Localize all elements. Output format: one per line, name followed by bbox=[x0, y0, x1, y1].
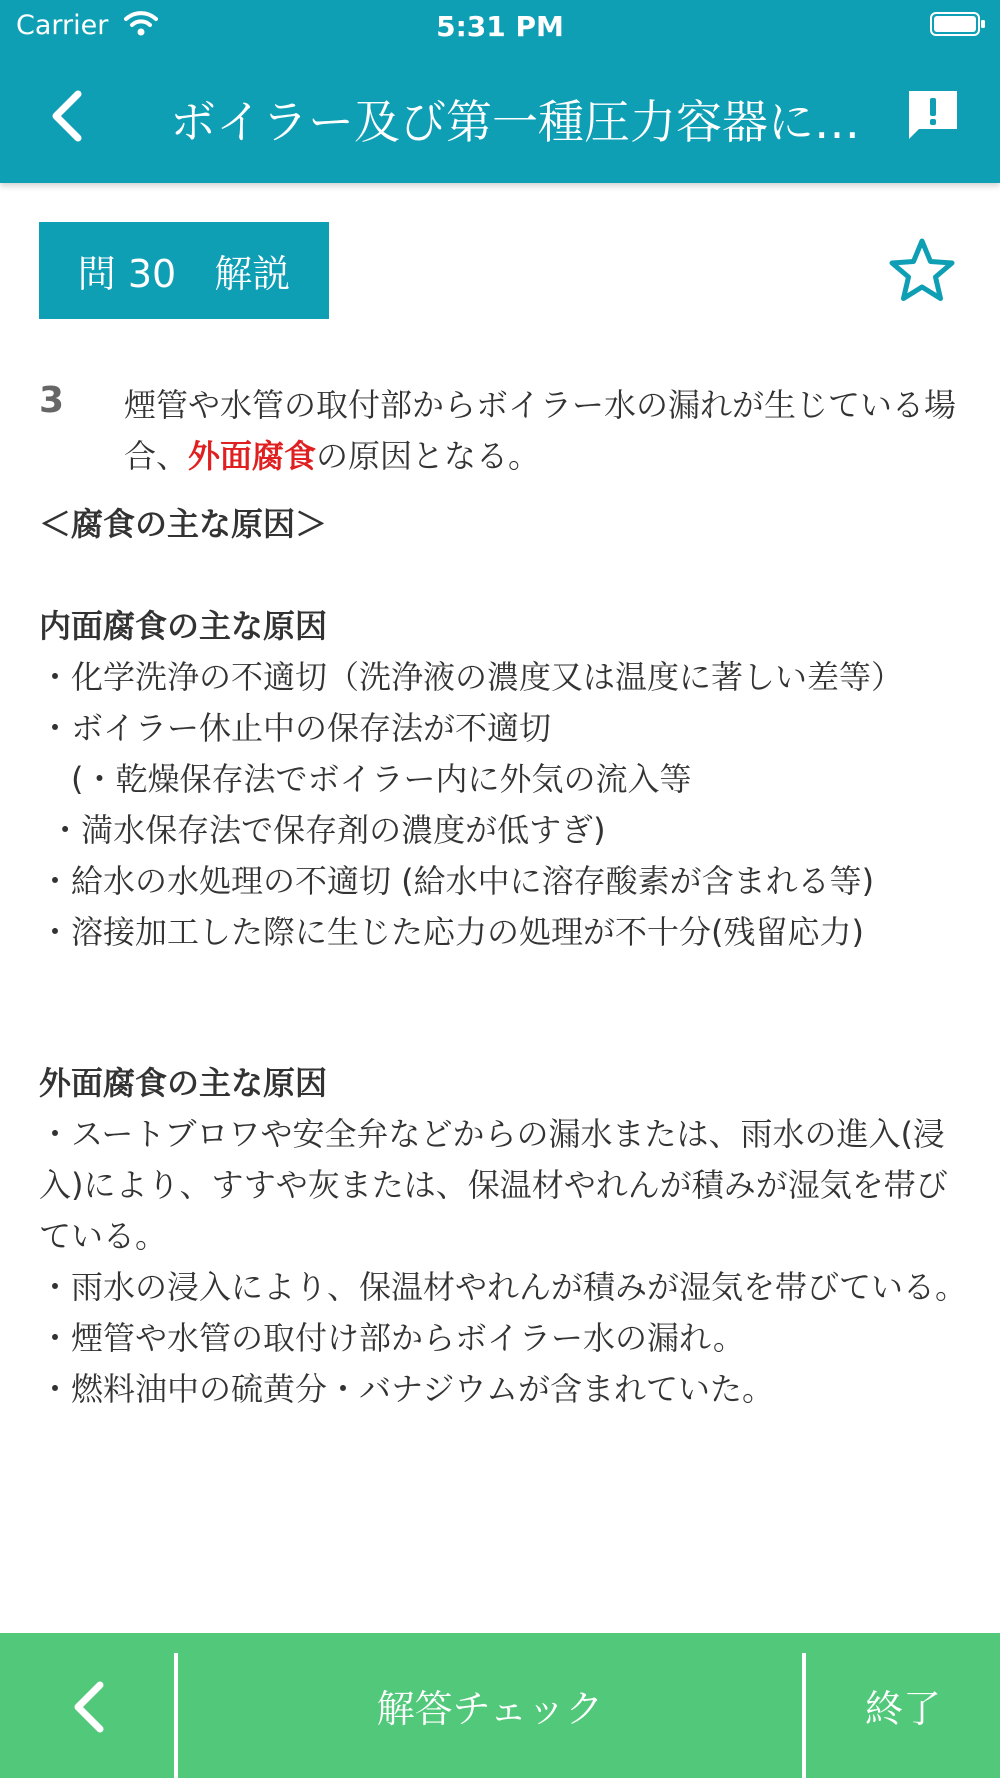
carrier-label: Carrier bbox=[16, 10, 109, 41]
answer-number: 3 bbox=[39, 380, 65, 421]
corrosion-heading-block bbox=[39, 499, 969, 550]
question-badge: 問 30 解説 bbox=[39, 222, 329, 319]
internal-corrosion-section bbox=[39, 601, 969, 958]
external-line: ・煙管や水管の取付け部からボイラー水の漏れ。 bbox=[39, 1319, 745, 1357]
internal-line: ・化学洗浄の不適切（洗浄液の濃度又は温度に著しい差等） bbox=[39, 658, 904, 696]
feedback-icon[interactable] bbox=[906, 88, 960, 142]
end-button[interactable]: 終了 bbox=[864, 1687, 941, 1731]
back-icon[interactable] bbox=[44, 88, 92, 144]
external-corrosion-section bbox=[39, 1058, 969, 1415]
answer-text bbox=[124, 380, 964, 482]
internal-corrosion-title: 内面腐食の主な原因 bbox=[39, 607, 328, 645]
internal-line: ・給水の水処理の不適切 (給水中に溶存酸素が含まれる等) bbox=[39, 862, 875, 900]
answer-text-before: 煙管や水管の取付部からボイラー水の漏れが生じている場合、 bbox=[124, 386, 957, 475]
bottom-toolbar bbox=[0, 1633, 1000, 1778]
internal-line: ・溶接加工した際に生じた応力の処理が不十分(残留応力) bbox=[39, 913, 864, 951]
external-corrosion-title: 外面腐食の主な原因 bbox=[39, 1064, 328, 1102]
external-line: ・雨水の浸入により、保温材やれんが積みが湿気を帯びている。 bbox=[39, 1268, 968, 1306]
corrosion-heading: ＜腐食の主な原因＞ bbox=[39, 505, 328, 543]
navigation-header bbox=[0, 0, 1000, 183]
internal-line: ・ボイラー休止中の保存法が不適切 bbox=[39, 709, 552, 747]
battery-icon bbox=[930, 12, 986, 36]
internal-line: (・乾燥保存法でボイラー内に外気の流入等 bbox=[39, 760, 692, 798]
external-line: ・スートブロワや安全弁などからの漏水または、雨水の進入(浸入)により、すすや灰または、保温材やれんが積みが湿気を帯びている。 bbox=[39, 1115, 948, 1255]
chevron-left-icon bbox=[68, 1679, 112, 1735]
previous-button[interactable] bbox=[0, 1633, 176, 1778]
page-title: ボイラー及び第一種圧力容器に… bbox=[170, 95, 860, 149]
status-time: 5:31 PM bbox=[436, 10, 564, 43]
answer-highlight: 外面腐食 bbox=[188, 437, 317, 475]
internal-line: ・満水保存法で保存剤の濃度が低すぎ) bbox=[39, 811, 606, 849]
check-answer-button[interactable]: 解答チェック bbox=[376, 1687, 604, 1731]
external-line: ・燃料油中の硫黄分・バナジウムが含まれていた。 bbox=[39, 1370, 775, 1408]
star-icon[interactable] bbox=[888, 237, 956, 303]
answer-text-after: の原因となる。 bbox=[316, 437, 541, 475]
